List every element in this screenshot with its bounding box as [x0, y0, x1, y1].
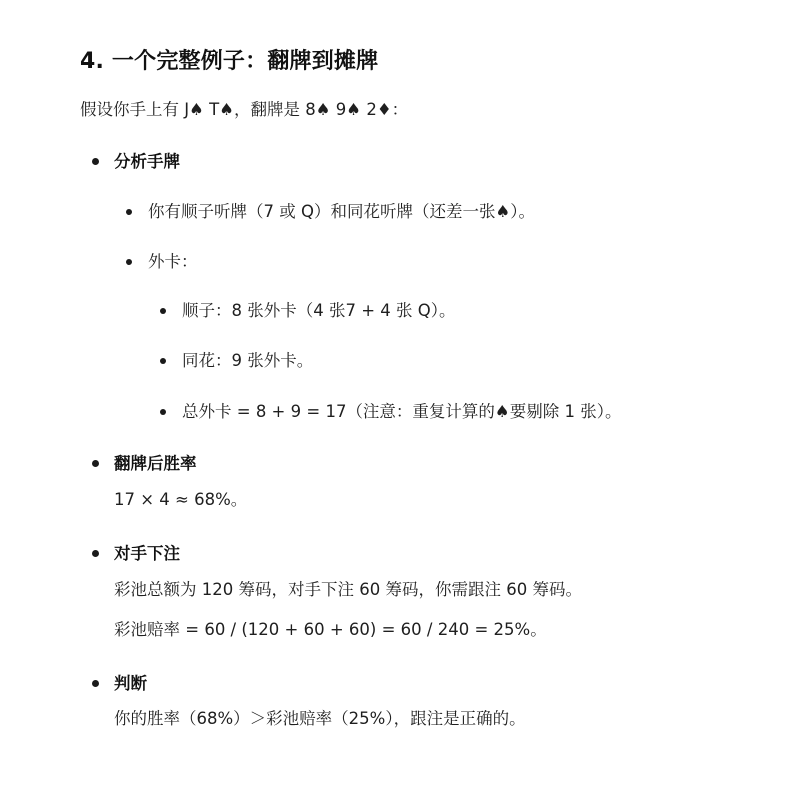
win-rate-formula: 17 × 4 ≈ 68%。: [114, 490, 248, 509]
outs-flush: 同花：9 张外卡。: [182, 351, 314, 370]
outs-total: 总外卡 = 8 + 9 = 17（注意：重复计算的♠要剔除 1 张）。: [182, 402, 622, 421]
outs-label: 外卡：: [148, 252, 198, 271]
pot-line: 彩池总额为 120 筹码，对手下注 60 筹码，你需跟注 60 筹码。: [114, 580, 582, 599]
draw-line: 你有顺子听牌（7 或 Q）和同花听牌（还差一张♠）。: [148, 202, 536, 221]
bullet-dot: [92, 460, 99, 467]
bullet-dot: [126, 259, 132, 265]
section-heading: 4. 一个完整例子：翻牌到摊牌: [80, 49, 379, 74]
bullet-dot: [92, 680, 99, 687]
bullet-dot: [160, 358, 166, 364]
opponent-bet-title: 对手下注: [114, 544, 180, 563]
bullet-dot: [92, 550, 99, 557]
bullet-dot: [126, 209, 132, 215]
judgment-title: 判断: [114, 674, 147, 693]
pot-odds-line: 彩池赔率 = 60 / (120 + 60 + 60) = 60 / 240 = 25%。: [114, 620, 547, 639]
intro-text: 假设你手上有 J♠ T♠，翻牌是 8♠ 9♠ 2♦：: [80, 100, 409, 119]
outs-straight: 顺子：8 张外卡（4 张7 + 4 张 Q）。: [182, 301, 456, 320]
judgment-conclusion: 你的胜率（68%）＞彩池赔率（25%），跟注是正确的。: [114, 709, 526, 728]
bullet-dot: [160, 409, 166, 415]
analyze-title: 分析手牌: [114, 152, 180, 171]
win-rate-title: 翻牌后胜率: [114, 454, 197, 473]
bullet-dot: [92, 158, 99, 165]
bullet-dot: [160, 308, 166, 314]
